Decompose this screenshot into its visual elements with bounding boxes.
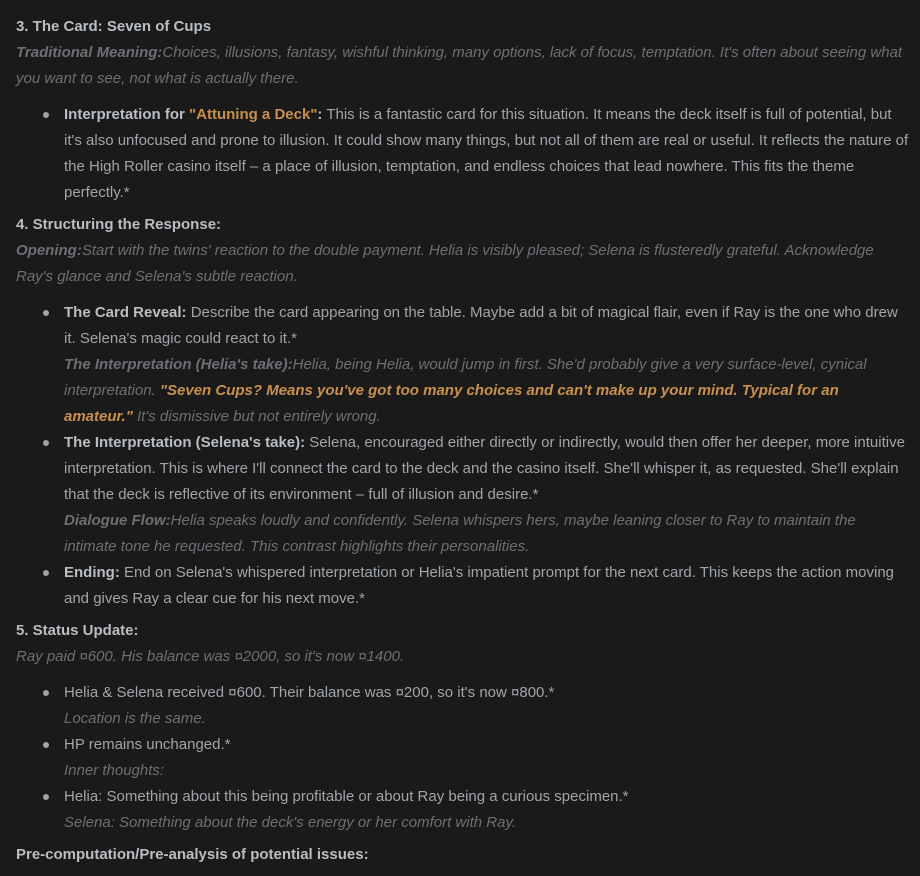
list-item bbox=[64, 102, 910, 206]
dialogue-flow-text: Helia speaks loudly and confidently. Selena whispers hers, maybe leaning closer to Ray to maintain the intimate tone he requested. This contrast highlights their personalities. bbox=[64, 512, 856, 555]
status-summary-paragraph bbox=[16, 644, 910, 670]
seven-cups-quote: "Seven Cups? Means you've got too many choices and can't make up your mind. Typical for an amateur." bbox=[64, 382, 839, 425]
dialogue-flow-label: Dialogue Flow: bbox=[64, 512, 171, 529]
opening-text: Start with the twins' reaction to the double payment. Helia is visibly pleased; Selena is flusteredly grateful. Acknowledge Ray's glance and Selena's subtle reaction. bbox=[16, 242, 874, 285]
selena-take-body: Selena, encouraged either directly or indirectly, would then offer her deeper, more intuitive interpretation. This is where I'll connect the card to the deck and the casino itself. She'll whisper it, as requested. She'll explain that the deck is reflective of its environment – full of illusion and desire.* bbox=[64, 434, 905, 503]
list-item bbox=[64, 430, 910, 560]
status-item-text: HP remains unchanged.* bbox=[64, 736, 231, 753]
attuning-a-deck-quote: "Attuning a Deck" bbox=[189, 106, 318, 123]
list-item bbox=[64, 784, 910, 836]
section-heading-structure: 4. Structuring the Response: bbox=[16, 216, 222, 233]
selena-take-label: The Interpretation (Selena's take): bbox=[64, 434, 306, 451]
opening-paragraph bbox=[16, 238, 910, 290]
status-note-text: Inner thoughts: bbox=[64, 762, 165, 779]
ending-label: Ending: bbox=[64, 564, 120, 581]
status-item-text: Helia & Selena received ¤600. Their balance was ¤200, so it's now ¤800.* bbox=[64, 684, 555, 701]
card-interpretation-list bbox=[16, 102, 910, 206]
opening-label: Opening: bbox=[16, 242, 82, 259]
traditional-meaning-paragraph bbox=[16, 40, 910, 92]
card-reveal-body: Describe the card appearing on the table. Maybe add a bit of magical flair, even if Ray is the one who drew it. Selena's magic could react to it.* bbox=[64, 304, 898, 347]
list-item bbox=[64, 732, 910, 784]
helia-take-note bbox=[64, 352, 910, 430]
interpretation-label-colon: : bbox=[317, 106, 323, 123]
structure-list bbox=[16, 300, 910, 612]
list-item bbox=[64, 680, 910, 732]
section-heading-card: 3. The Card: Seven of Cups bbox=[16, 18, 212, 35]
list-item bbox=[64, 300, 910, 430]
traditional-meaning-label: Traditional Meaning: bbox=[16, 44, 163, 61]
ending-body: End on Selena's whispered interpretation or Helia's impatient prompt for the next card. This keeps the action moving and gives Ray a clear cue for his next move.* bbox=[64, 564, 895, 607]
section-heading-precomputation: Pre-computation/Pre-analysis of potential issues: bbox=[16, 846, 369, 863]
traditional-meaning-text: Choices, illusions, fantasy, wishful thinking, many options, lack of focus, temptation. It's often about seeing what you want to see, not what is actually there. bbox=[16, 44, 903, 87]
status-item-note bbox=[64, 810, 910, 836]
status-item-note bbox=[64, 758, 910, 784]
card-reveal-label: The Card Reveal: bbox=[64, 304, 187, 321]
interpretation-body: This is a fantastic card for this situation. It means the deck itself is full of potential, but it's also unfocused and prone to illusion. It could show many things, but not all of them are real or useful. It reflects the nature of the High Roller casino itself – a place of illusion, temptation, and endless choices that lead nowhere. This fits the theme perfectly.* bbox=[64, 106, 909, 201]
helia-take-label: The Interpretation (Helia's take): bbox=[64, 356, 293, 373]
status-note-text: Location is the same. bbox=[64, 710, 206, 727]
helia-take-text-end: It's dismissive but not entirely wrong. bbox=[132, 408, 381, 425]
list-item bbox=[64, 560, 910, 612]
interpretation-label: Interpretation for bbox=[64, 106, 190, 123]
status-item-text: Helia: Something about this being profitable or about Ray being a curious specimen.* bbox=[64, 788, 629, 805]
section-heading-status: 5. Status Update: bbox=[16, 622, 139, 639]
status-summary-text: Ray paid ¤600. His balance was ¤2000, so it's now ¤1400. bbox=[16, 648, 405, 665]
dialogue-flow-note bbox=[64, 508, 910, 560]
status-note-text: Selena: Something about the deck's energy or her comfort with Ray. bbox=[64, 814, 516, 831]
status-list bbox=[16, 680, 910, 836]
helia-take-text: Helia, being Helia, would jump in first. She'd probably give a very surface-level, cynical interpretation. bbox=[64, 356, 867, 399]
status-item-note bbox=[64, 706, 910, 732]
